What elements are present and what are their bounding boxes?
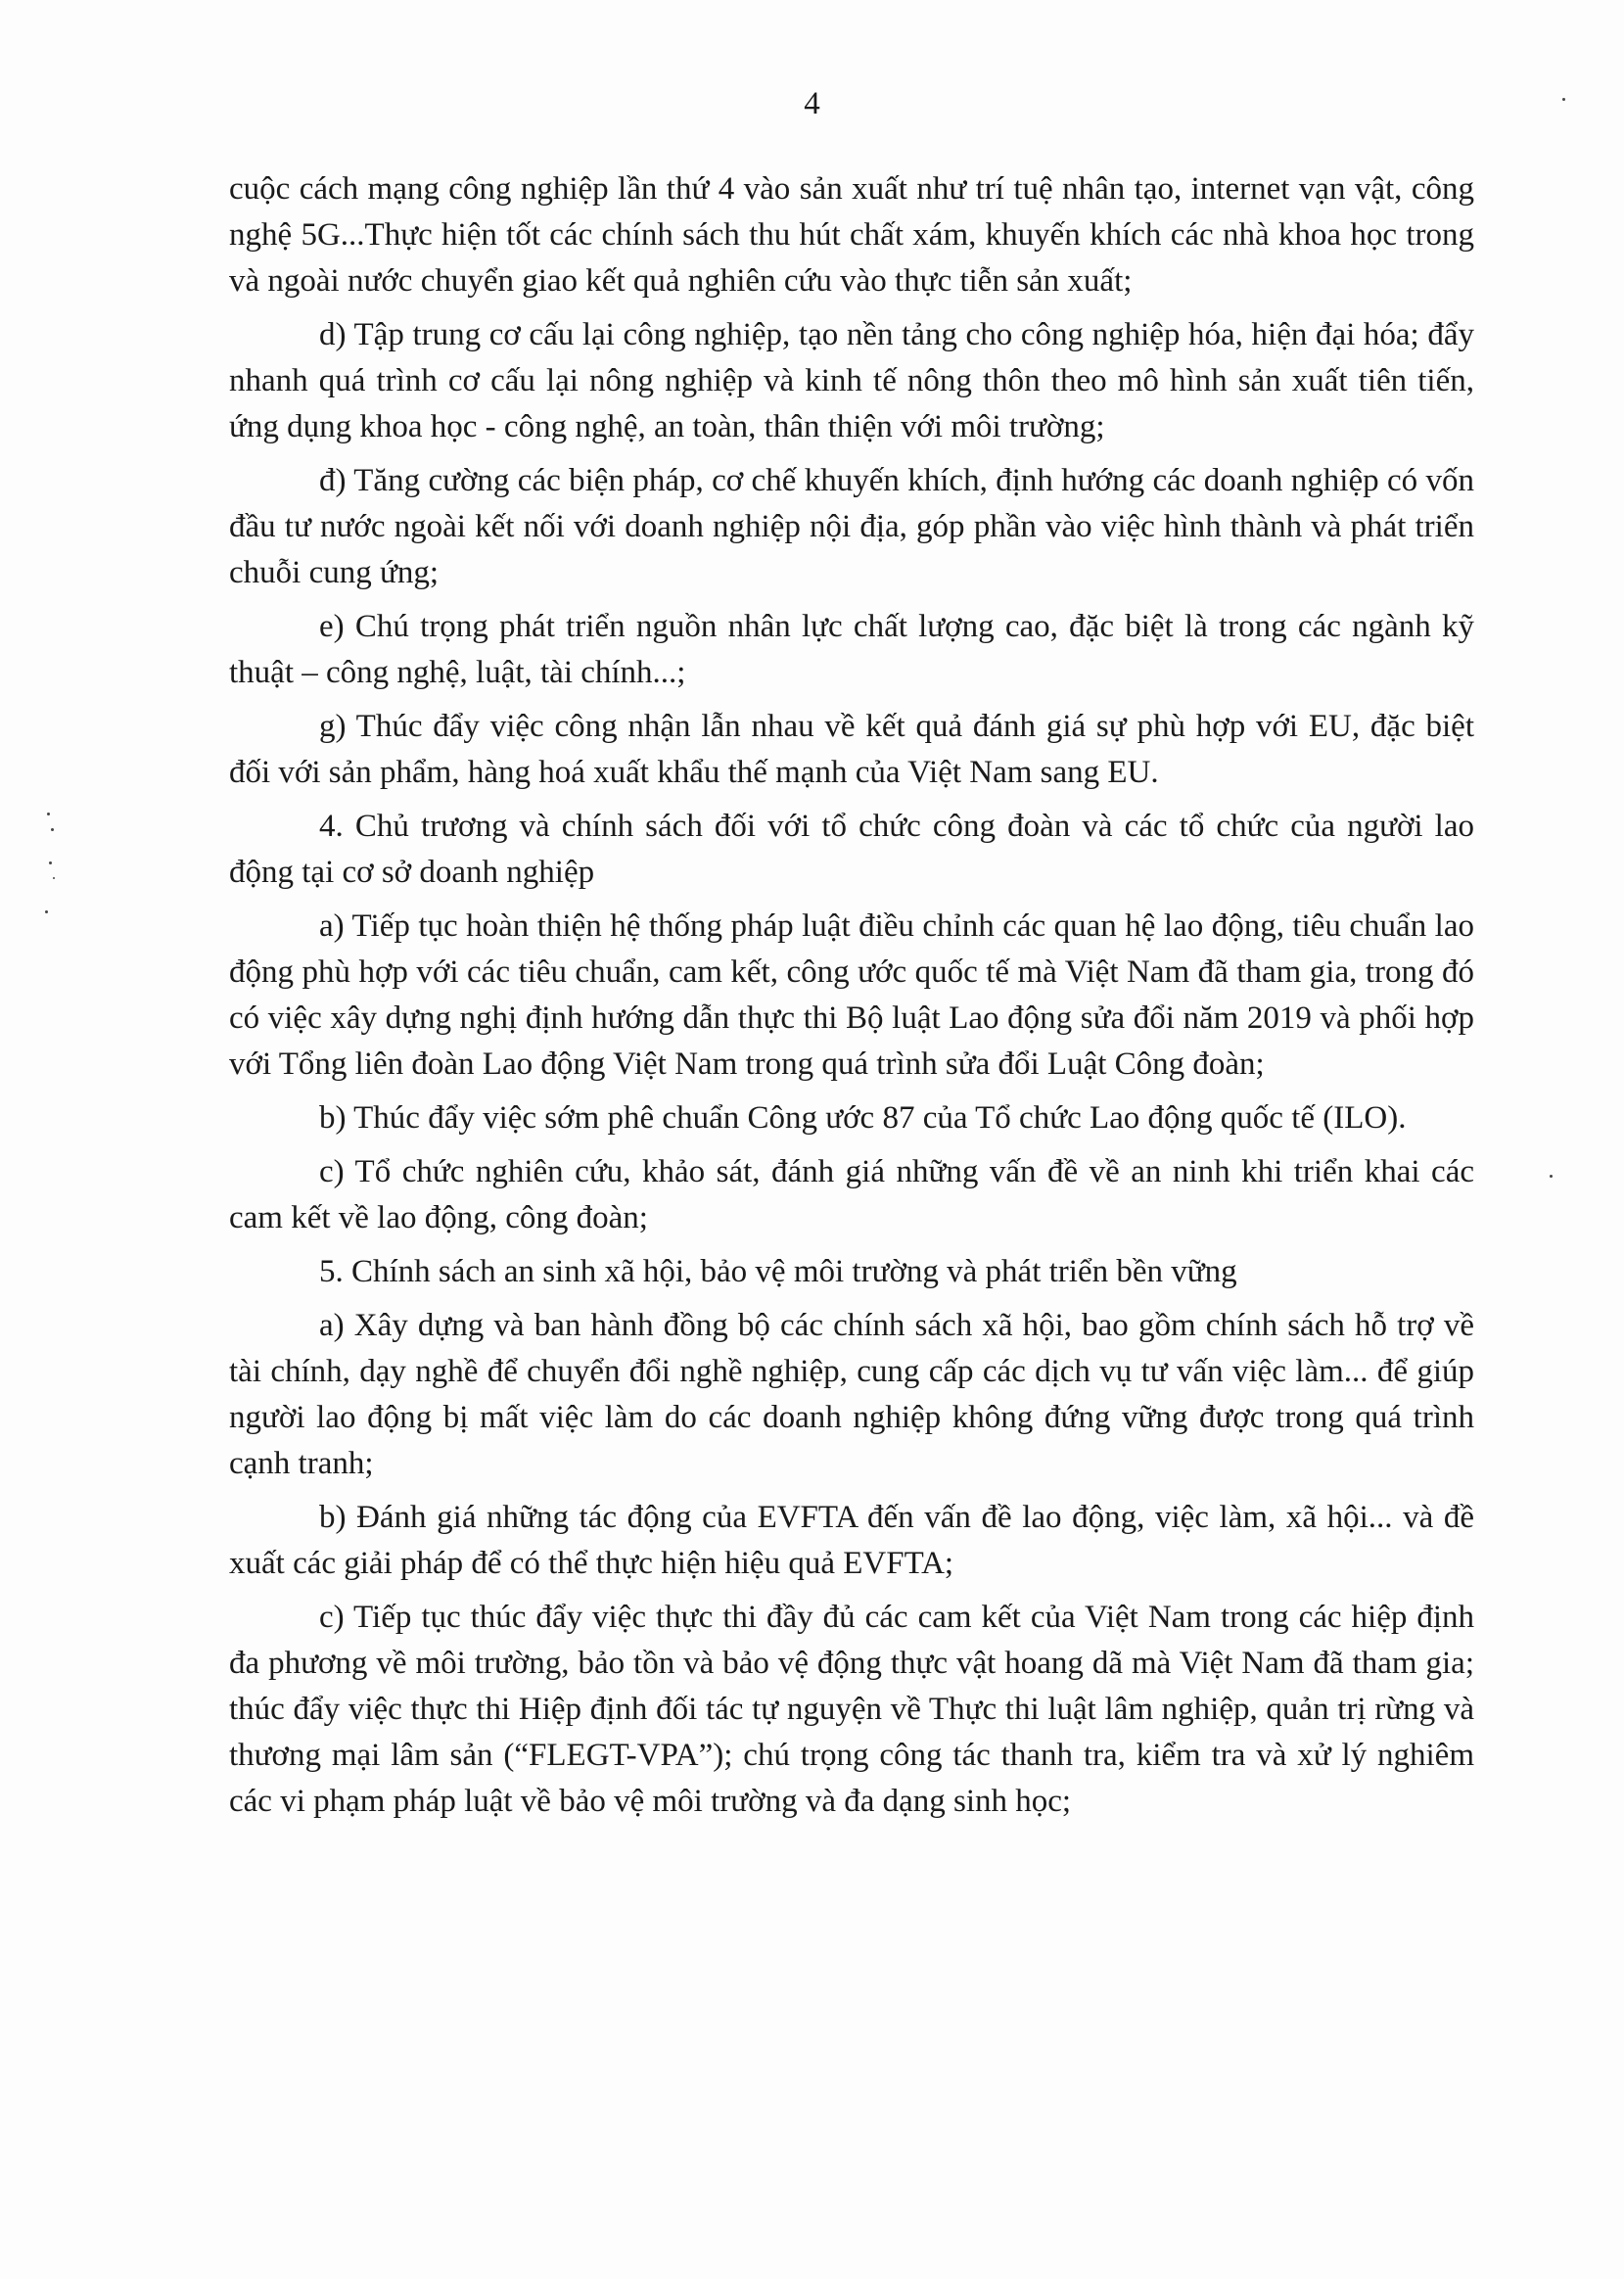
- paragraph: b) Đánh giá những tác động của EVFTA đến vấn đề lao động, việc làm, xã hội... và đề xuất các giải pháp để có thể thực hiện hiệu quả EVFTA;: [229, 1500, 1474, 1581]
- paragraph: đ) Tăng cường các biện pháp, cơ chế khuyến khích, định hướng các doanh nghiệp có vốn đầu tư nước ngoài kết nối với doanh nghiệp nội địa, góp phần vào việc hình thành và phát triển chuỗi cung ứng;: [229, 463, 1474, 590]
- scan-speck: [1562, 98, 1565, 101]
- scan-speck: [1550, 1175, 1553, 1178]
- paragraph: b) Thúc đẩy việc sớm phê chuẩn Công ước 87 của Tổ chức Lao động quốc tế (ILO).: [319, 1100, 1407, 1136]
- scan-speck: [51, 828, 54, 831]
- paragraph: c) Tiếp tục thúc đẩy việc thực thi đầy đủ các cam kết của Việt Nam trong các hiệp định đa phương về môi trường, bảo tồn và bảo vệ động thực vật hoang dã mà Việt Nam đã tham gia; thúc đẩy việc thực thi Hiệp định đối tác tự nguyện về Thực thi luật lâm nghiệp, quản trị rừng và thương mại lâm sản (“FLEGT-VPA”); chú trọng công tác thanh tra, kiểm tra và xử lý nghiêm các vi phạm pháp luật về bảo vệ môi trường và đa dạng sinh học;: [229, 1600, 1474, 1819]
- document-body: [229, 166, 1474, 1833]
- scan-speck: [45, 910, 48, 913]
- paragraph: a) Xây dựng và ban hành đồng bộ các chính sách xã hội, bao gồm chính sách hỗ trợ về tài chính, dạy nghề để chuyển đổi nghề nghiệp, cung cấp các dịch vụ tư vấn việc làm... để giúp người lao động bị mất việc làm do các doanh nghiệp không đứng vững được trong quá trình cạnh tranh;: [229, 1308, 1474, 1481]
- section-heading: 5. Chính sách an sinh xã hội, bảo vệ môi trường và phát triển bền vững: [319, 1254, 1237, 1289]
- section-heading: 4. Chủ trương và chính sách đối với tổ chức công đoàn và các tổ chức của người lao động tại cơ sở doanh nghiệp: [229, 809, 1474, 890]
- paragraph: e) Chú trọng phát triển nguồn nhân lực chất lượng cao, đặc biệt là trong các ngành kỹ thuật – công nghệ, luật, tài chính...;: [229, 609, 1474, 690]
- scan-speck: [53, 877, 55, 879]
- paragraph: d) Tập trung cơ cấu lại công nghiệp, tạo nền tảng cho công nghiệp hóa, hiện đại hóa; đẩy nhanh quá trình cơ cấu lại nông nghiệp và kinh tế nông thôn theo mô hình sản xuất tiên tiến, ứng dụng khoa học - công nghệ, an toàn, thân thiện với môi trường;: [229, 317, 1474, 444]
- scan-speck: [47, 813, 50, 815]
- paragraph: g) Thúc đẩy việc công nhận lẫn nhau về kết quả đánh giá sự phù hợp với EU, đặc biệt đối với sản phẩm, hàng hoá xuất khẩu thế mạnh của Việt Nam sang EU.: [229, 709, 1474, 790]
- paragraph: c) Tổ chức nghiên cứu, khảo sát, đánh giá những vấn đề về an ninh khi triển khai các cam kết về lao động, công đoàn;: [229, 1154, 1474, 1235]
- scan-speck: [49, 861, 52, 864]
- paragraph: cuộc cách mạng công nghiệp lần thứ 4 vào sản xuất như trí tuệ nhân tạo, internet vạn vật, công nghệ 5G...Thực hiện tốt các chính sách thu hút chất xám, khuyến khích các nhà khoa học trong và ngoài nước chuyển giao kết quả nghiên cứu vào thực tiễn sản xuất;: [229, 171, 1474, 299]
- page-number: 4: [804, 86, 820, 121]
- paragraph: a) Tiếp tục hoàn thiện hệ thống pháp luật điều chỉnh các quan hệ lao động, tiêu chuẩn lao động phù hợp với các tiêu chuẩn, cam kết, công ước quốc tế mà Việt Nam đã tham gia, trong đó có việc xây dựng nghị định hướng dẫn thực thi Bộ luật Lao động sửa đổi năm 2019 và phối hợp với Tổng liên đoàn Lao động Việt Nam trong quá trình sửa đổi Luật Công đoàn;: [229, 908, 1474, 1082]
